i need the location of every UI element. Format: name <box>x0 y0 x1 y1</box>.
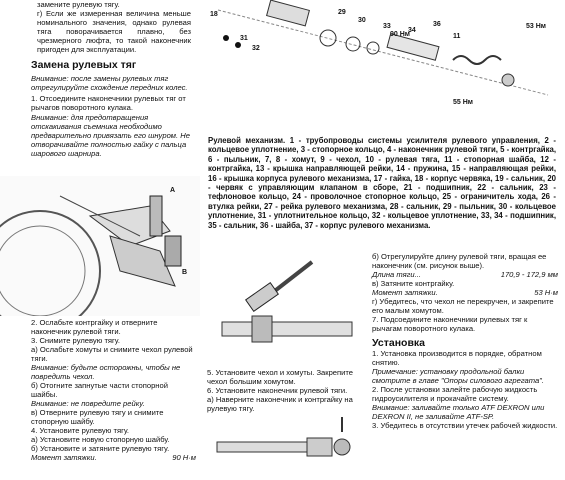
install-note-1: Примечание: установку продольной балки смотрите в главе "Опоры силового агрегата". <box>372 367 544 385</box>
tie-rod-illustration <box>212 412 362 480</box>
diagram-label-18: 18 <box>210 11 218 18</box>
torque-row-2 <box>372 288 558 297</box>
exploded-drawing <box>208 0 565 112</box>
hammer-drawing <box>212 252 362 352</box>
step-3a: а) Ослабьте хомуты и снимите чехол рулевой тяги. <box>31 345 193 363</box>
intro-line-2: г) Если же измеренная величина меньше номинального значения, однако рулевая тяга поворачивается плавно, без чрезмерного люфта, то такой наконечник пригоден для эксплуатации. <box>37 9 191 54</box>
step-5: 5. Установите чехол и хомуты. Закрепите чехол большим хомутом. <box>207 368 354 386</box>
diagram-label-30: 30 <box>358 17 366 24</box>
figure-label-a: A <box>170 187 176 194</box>
diagram-label-33: 33 <box>383 23 391 30</box>
diagram-torque-53: 53 Нм <box>526 23 546 30</box>
note-alignment: Внимание: после замены рулевых тяг отрегулируйте схождение передних колес. <box>31 74 188 92</box>
intro-line-1: замените рулевую тягу. <box>37 0 120 9</box>
figure-label-b: B <box>182 269 188 276</box>
step-3c: в) Отверните рулевую тягу и снимите стопорную шайбу. <box>31 408 164 426</box>
section-heading-replace: Замена рулевых тяг <box>31 59 137 71</box>
length-value: 170,9 - 172,9 мм <box>500 270 558 279</box>
diagram-label-31: 31 <box>240 35 248 42</box>
step-4a: а) Установите новую стопорную шайбу. <box>31 435 170 444</box>
torque-value-2: 53 Н·м <box>534 288 558 297</box>
diagram-label-29: 29 <box>338 9 346 16</box>
step-6a: а) Наверните наконечник и контргайку на рулевую тягу. <box>207 395 353 413</box>
step-4: 4. Установите рулевую тягу. <box>31 426 129 435</box>
step-6b: б) Отрегулируйте длину рулевой тяги, вращая ее наконечник (см. рисунок выше). <box>372 252 547 270</box>
right-column <box>372 252 558 430</box>
length-row <box>372 270 558 279</box>
left-column-steps <box>31 318 196 462</box>
step-3b: б) Отогните запнутые части стопорной шайбы. <box>31 381 168 399</box>
step-2: 2. Ослабьте контргайку и отверните наконечник рулевой тяги. <box>31 318 158 336</box>
install-step-2: 2. После установки залейте рабочую жидкость гидроусилителя и прокачайте систему. <box>372 385 538 403</box>
diagram-torque-55: 55 Нм <box>453 99 473 106</box>
install-note-2: Внимание: заливайте только ATF DEXRON или DEXRON II, не заливайте ATF-SP. <box>372 403 545 421</box>
diagram-torque-90: 90 Нм <box>390 31 410 38</box>
step-3: 3. Снимите рулевую тягу. <box>31 336 120 345</box>
step-7: 7. Подсоедините наконечники рулевых тяг к рычагам поворотного кулака. <box>372 315 528 333</box>
puller-drawing <box>0 176 200 316</box>
length-label: Длина тяги... <box>372 270 421 279</box>
install-step-3: 3. Убедитесь в отсутствии утечек рабочей жидкости. <box>372 421 558 430</box>
diagram-label-32: 32 <box>252 45 260 52</box>
step-1: 1. Отсоедините наконечники рулевых тяг от рычагов поворотного кулака. <box>31 94 186 112</box>
note-puller: Внимание: для предотвращения отскакивания съемника необходимо предварительно привязать его шнуром. Не отворачивайте полностью гайку с пальца шарового шарнира. <box>31 113 190 158</box>
torque-value-1: 90 Н·м <box>172 453 196 462</box>
puller-illustration <box>0 176 200 316</box>
tie-rod-drawing <box>212 412 362 480</box>
left-column <box>31 0 191 158</box>
note-rack: Внимание: не повредите рейку. <box>31 399 145 408</box>
steering-gear-exploded-diagram <box>208 0 565 112</box>
torque-label-2: Момент затяжки. <box>372 288 438 297</box>
step-6d: г) Убедитесь, что чехол не перекручен, и закрепите его малым хомутом. <box>372 297 554 315</box>
middle-column-steps <box>207 368 367 413</box>
step-6: 6. Установите наконечник рулевой тяги. <box>207 386 348 395</box>
note-boot: Внимание: будьте осторожны, чтобы не повредить чехол. <box>31 363 181 381</box>
torque-label-1: Момент затяжки. <box>31 453 97 462</box>
diagram-label-34: 34 <box>408 27 416 34</box>
step-6c: в) Затяните контргайку. <box>372 279 455 288</box>
torque-row-1 <box>31 453 196 462</box>
step-4b: б) Установите и затяните рулевую тягу. <box>31 444 170 453</box>
diagram-label-36: 36 <box>433 21 441 28</box>
section-heading-install: Установка <box>372 337 425 349</box>
lock-washer-illustration <box>212 252 362 352</box>
diagram-caption: Рулевой механизм. 1 - трубопроводы системы усилителя рулевого управления, 2 - кольцевое уплотнение, 3 - стопорное кольцо, 4 - наконечник рулевой тяги, 5 - контргайка, 6 - пыльник, 7, 8 - хомут, 9 - чехол, 10 - рулевая тяга, 11 - стопорная шайба, 12 - контргайка, 13 - крышка направляющей рейки, 14 - пружина, 15 - направляющая рейки, 16 - крышка корпуса рулевого механизма, 17 - гайка, 18 - корпус червяка, 19 - сальник, 20 - червяк с управляющим клапаном в сборе, 21 - подшипник, 22 - сальник, 23 - тефлоновое кольцо, 24 - проволочное стопорное кольцо, 25 - ограничитель хода, 26 - втулка рейки, 27 - рейка рулевого механизма, 28 - сальник, 29 - пыльник, 30 - кольцевое уплотнение, 31 - уплотнительное кольцо, 32 - кольцевое уплотнение, 33, 34 - подшипник, 35 - сальник, 36 - шайба, 37 - корпус рулевого механизма. <box>208 136 556 230</box>
install-step-1: 1. Установка производится в порядке, обратном снятию. <box>372 349 542 367</box>
diagram-label-11: 11 <box>453 33 461 40</box>
